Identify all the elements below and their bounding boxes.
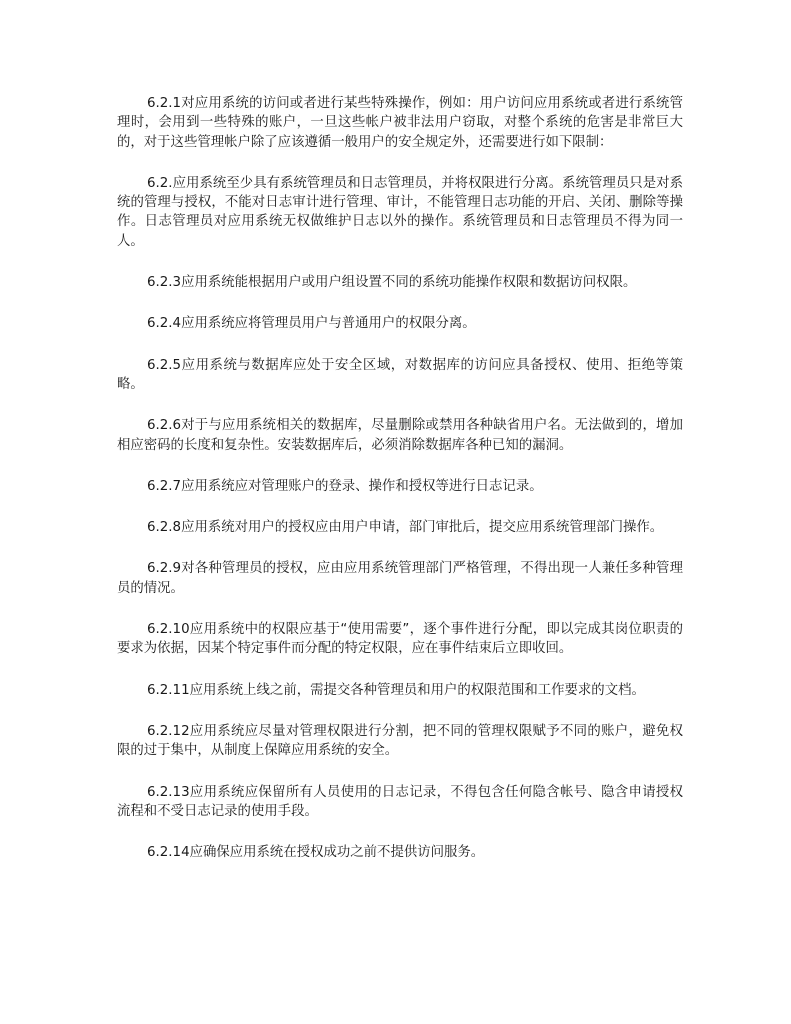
paragraph-6-2-4: 6.2.4应用系统应将管理员用户与普通用户的权限分离。 bbox=[147, 316, 476, 332]
paragraph-6-2-1: 6.2.1对应用系统的访问或者进行某些特殊操作，例如：用户访问应用系统或者进行系统管理时，会用到一些特殊的账户，一旦这些帐户被非法用户窃取，对整个系统的危害是非常巨大的，对于这些管理帐户除了应该遵循一般用户的安全规定外，还需要进行如下限制： bbox=[117, 96, 683, 150]
paragraph-6-2-12: 6.2.12应用系统应尽量对管理权限进行分割，把不同的管理权限赋予不同的账户，避免权限的过于集中，从制度上保障应用系统的安全。 bbox=[117, 723, 683, 759]
paragraph-6-2-5: 6.2.5应用系统与数据库应处于安全区域，对数据库的访问应具备授权、使用、拒绝等策略。 bbox=[117, 357, 683, 392]
paragraph-6-2-13: 6.2.13应用系统应保留所有人员使用的日志记录，不得包含任何隐含帐号、隐含申请授权流程和不受日志记录的使用手段。 bbox=[117, 784, 683, 819]
paragraph-6-2-10: 6.2.10应用系统中的权限应基于“使用需要”，逐个事件进行分配，即以完成其岗位职责的要求为依据，因某个特定事件而分配的特定权限，应在事件结束后立即收回。 bbox=[117, 622, 683, 657]
paragraph-6-2-9: 6.2.9对各种管理员的授权，应由应用系统管理部门严格管理，不得出现一人兼任多种管理员的情况。 bbox=[117, 561, 683, 596]
paragraph-6-2-7: 6.2.7应用系统应对管理账户的登录、操作和授权等进行日志记录。 bbox=[147, 478, 543, 494]
paragraph-6-2-14: 6.2.14应确保应用系统在授权成功之前不提供访问服务。 bbox=[147, 845, 485, 861]
paragraph-6-2-6: 6.2.6对于与应用系统相关的数据库，尽量删除或禁用各种缺省用户名。无法做到的，增加相应密码的长度和复杂性。安装数据库后，必须消除数据库各种已知的漏洞。 bbox=[117, 418, 683, 453]
paragraph-6-2-3: 6.2.3应用系统能根据用户或用户组设置不同的系统功能操作权限和数据访问权限。 bbox=[147, 275, 637, 291]
document-page bbox=[117, 94, 683, 884]
paragraph-6-2-2: 6.2.应用系统至少具有系统管理员和日志管理员，并将权限进行分离。系统管理员只是对系统的管理与授权，不能对日志审计进行管理、审计，不能管理日志功能的开启、关闭、删除等操作。日志管理员对应用系统无权做维护日志以外的操作。系统管理员和日志管理员不得为同一人。 bbox=[117, 175, 683, 249]
paragraph-6-2-8: 6.2.8应用系统对用户的授权应由用户申请，部门审批后，提交应用系统管理部门操作。 bbox=[147, 520, 664, 536]
paragraph-6-2-11: 6.2.11应用系统上线之前，需提交各种管理员和用户的权限范围和工作要求的文档。 bbox=[147, 682, 645, 698]
